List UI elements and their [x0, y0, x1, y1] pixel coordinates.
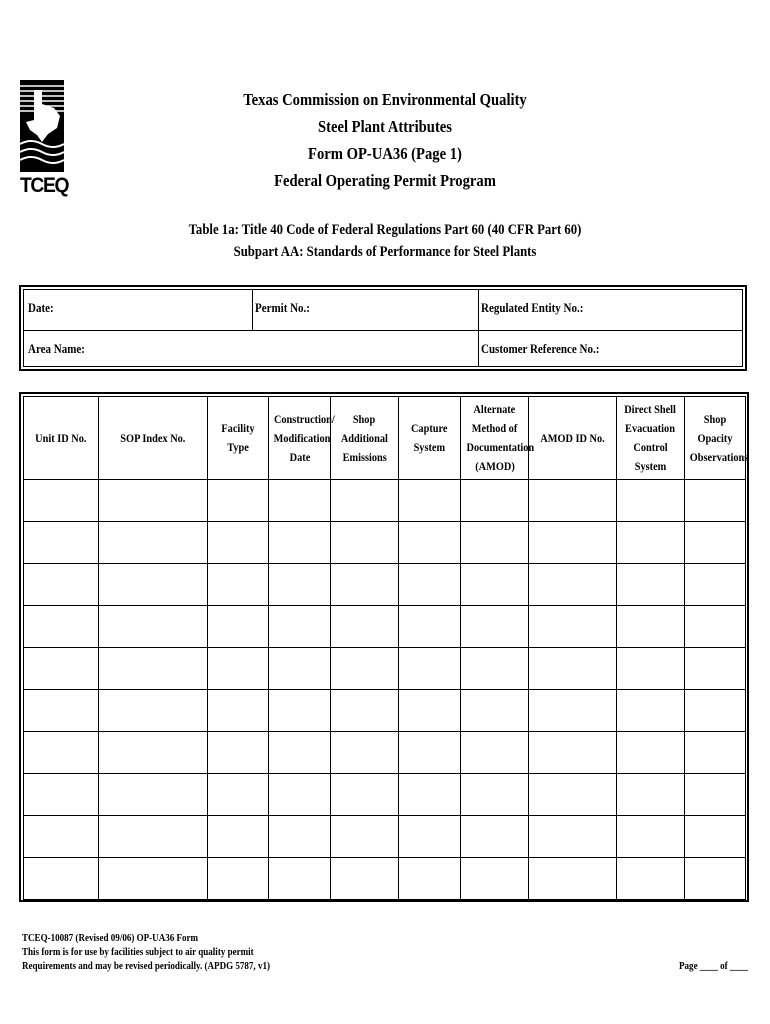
- entry-cell-amod-id[interactable]: [529, 480, 617, 522]
- table-title-line1: Table 1a: Title 40 Code of Federal Regulations Part 60 (40 CFR Part 60): [188, 222, 582, 238]
- entry-cell-shop-opacity[interactable]: [685, 480, 746, 522]
- page-number: Page ____ of ____: [679, 961, 748, 972]
- column-header-sop-index: [99, 397, 208, 480]
- entry-cell-shop-additional-emissions[interactable]: [331, 858, 399, 900]
- entry-cell-sop-index[interactable]: [99, 648, 208, 690]
- column-header-text: Emissions: [342, 449, 387, 464]
- entry-cell-sop-index[interactable]: [99, 564, 208, 606]
- entry-cell-construction-date[interactable]: [269, 732, 331, 774]
- column-header-shop-additional-emissions: [331, 397, 399, 480]
- entry-cell-amod[interactable]: [461, 858, 529, 900]
- entry-cell-facility-type[interactable]: [208, 816, 269, 858]
- table-row: [24, 564, 746, 606]
- program-name: Federal Operating Permit Program: [274, 171, 496, 190]
- entry-cell-facility-type[interactable]: [208, 648, 269, 690]
- entry-cell-shop-additional-emissions[interactable]: [331, 564, 399, 606]
- table-header-row: [24, 397, 746, 480]
- table-title-line2: Subpart AA: Standards of Performance for Steel Plants: [233, 244, 537, 260]
- entry-cell-construction-date[interactable]: [269, 816, 331, 858]
- customer-reference-field[interactable]: Customer Reference No.:: [481, 342, 600, 356]
- unit-attributes-table: [19, 392, 749, 902]
- entry-cell-facility-type[interactable]: [208, 690, 269, 732]
- entry-cell-shop-additional-emissions[interactable]: [331, 606, 399, 648]
- entry-cell-sop-index[interactable]: [99, 606, 208, 648]
- identification-box: [19, 285, 747, 371]
- form-footer: [22, 932, 270, 974]
- entry-cell-direct-shell-evacuation[interactable]: [617, 816, 685, 858]
- entry-cell-unit-id[interactable]: [24, 480, 99, 522]
- column-header-text: Capture: [411, 421, 448, 435]
- entry-cell-shop-opacity[interactable]: [685, 858, 746, 900]
- column-header-text: Method of: [471, 421, 518, 435]
- entry-cell-direct-shell-evacuation[interactable]: [617, 648, 685, 690]
- entry-cell-unit-id[interactable]: [24, 774, 99, 816]
- entry-cell-construction-date[interactable]: [269, 480, 331, 522]
- entry-cell-direct-shell-evacuation[interactable]: [617, 480, 685, 522]
- column-header-amod: [461, 397, 535, 480]
- entry-cell-construction-date[interactable]: [269, 522, 331, 564]
- entry-cell-construction-date[interactable]: [269, 648, 331, 690]
- entry-cell-amod-id[interactable]: [529, 732, 617, 774]
- entry-cell-amod-id[interactable]: [529, 816, 617, 858]
- entry-cell-unit-id[interactable]: [24, 732, 99, 774]
- entry-cell-shop-additional-emissions[interactable]: [331, 648, 399, 690]
- entry-cell-shop-additional-emissions[interactable]: [331, 732, 399, 774]
- entry-cell-amod[interactable]: [461, 648, 529, 690]
- entry-cell-capture-system[interactable]: [399, 732, 461, 774]
- entry-cell-capture-system[interactable]: [399, 606, 461, 648]
- table-row: [24, 858, 746, 900]
- entry-cell-shop-opacity[interactable]: [685, 564, 746, 606]
- entry-cell-shop-opacity[interactable]: [685, 648, 746, 690]
- form-revision: TCEQ-10087 (Revised 09/06) OP-UA36 Form: [22, 933, 199, 944]
- logo-text: TCEQ: [20, 174, 69, 197]
- entry-cell-facility-type[interactable]: [208, 480, 269, 522]
- column-header-amod-id: [529, 397, 617, 480]
- entry-cell-shop-additional-emissions[interactable]: [331, 816, 399, 858]
- entry-cell-amod[interactable]: [461, 606, 529, 648]
- form-subject: Steel Plant Attributes: [317, 117, 452, 136]
- table-row: [24, 732, 746, 774]
- entry-cell-capture-system[interactable]: [399, 564, 461, 606]
- table-row: [24, 648, 746, 690]
- table-row: [24, 522, 746, 564]
- column-header-text: Shop: [353, 411, 376, 426]
- entry-cell-amod[interactable]: [461, 774, 529, 816]
- table-title: [0, 219, 770, 263]
- table-row: [24, 606, 746, 648]
- entry-cell-unit-id[interactable]: [24, 522, 99, 564]
- column-header-text: Construction/: [273, 411, 335, 426]
- table-row: [24, 690, 746, 732]
- entry-cell-unit-id[interactable]: [24, 564, 99, 606]
- entry-cell-amod[interactable]: [461, 732, 529, 774]
- entry-cell-direct-shell-evacuation[interactable]: [617, 690, 685, 732]
- table-row: [24, 774, 746, 816]
- column-header-text: SOP Index No.: [120, 430, 186, 445]
- entry-cell-shop-opacity[interactable]: [685, 690, 746, 732]
- area-name-field[interactable]: Area Name:: [28, 342, 85, 356]
- entry-cell-unit-id[interactable]: [24, 648, 99, 690]
- column-header-text: Observations: [689, 449, 749, 464]
- entry-cell-sop-index[interactable]: [99, 522, 208, 564]
- column-header-text: Additional: [340, 430, 389, 445]
- column-header-text: Control System: [633, 440, 668, 473]
- entry-cell-capture-system[interactable]: [399, 648, 461, 690]
- table-row: [24, 816, 746, 858]
- entry-cell-amod-id[interactable]: [529, 858, 617, 900]
- form-usage-note: This form is for use by facilities subject to air quality permit: [22, 947, 254, 958]
- entry-cell-capture-system[interactable]: [399, 816, 461, 858]
- entry-cell-amod[interactable]: [461, 690, 529, 732]
- entry-cell-amod[interactable]: [461, 564, 529, 606]
- form-number: Form OP-UA36 (Page 1): [308, 144, 462, 163]
- column-header-text: Unit ID No.: [35, 430, 87, 445]
- entry-cell-direct-shell-evacuation[interactable]: [617, 606, 685, 648]
- entry-cell-direct-shell-evacuation[interactable]: [617, 732, 685, 774]
- entry-cell-shop-opacity[interactable]: [685, 606, 746, 648]
- entry-cell-amod-id[interactable]: [529, 690, 617, 732]
- entry-cell-shop-opacity[interactable]: [685, 816, 746, 858]
- column-header-capture-system: [399, 397, 461, 480]
- column-header-text: (AMOD): [474, 459, 515, 473]
- entry-cell-sop-index[interactable]: [99, 816, 208, 858]
- entry-cell-construction-date[interactable]: [269, 564, 331, 606]
- regulated-entity-field[interactable]: Regulated Entity No.:: [481, 301, 584, 315]
- column-header-text: Shop Opacity: [697, 411, 733, 445]
- entry-cell-unit-id[interactable]: [24, 690, 99, 732]
- column-header-unit-id: [24, 397, 99, 480]
- column-header-direct-shell-evacuation: [617, 397, 685, 480]
- entry-cell-sop-index[interactable]: [99, 480, 208, 522]
- column-header-text: System: [413, 440, 446, 454]
- entry-cell-amod[interactable]: [461, 816, 529, 858]
- entry-cell-shop-additional-emissions[interactable]: [331, 690, 399, 732]
- entry-cell-sop-index[interactable]: [99, 732, 208, 774]
- entry-cell-facility-type[interactable]: [208, 774, 269, 816]
- entry-cell-facility-type[interactable]: [208, 606, 269, 648]
- entry-cell-amod-id[interactable]: [529, 564, 617, 606]
- entry-cell-shop-additional-emissions[interactable]: [331, 480, 399, 522]
- entry-cell-facility-type[interactable]: [208, 564, 269, 606]
- column-header-text: Alternate: [473, 402, 516, 416]
- column-header-text: Direct Shell: [624, 402, 677, 416]
- entry-cell-unit-id[interactable]: [24, 606, 99, 648]
- permit-number-field[interactable]: Permit No.:: [255, 301, 310, 315]
- column-header-text: Date: [289, 449, 310, 464]
- entry-cell-shop-additional-emissions[interactable]: [331, 774, 399, 816]
- entry-cell-unit-id[interactable]: [24, 816, 99, 858]
- form-revision-note: Requirements and may be revised periodically. (APDG 5787, v1): [22, 961, 270, 972]
- entry-cell-amod[interactable]: [461, 480, 529, 522]
- date-field[interactable]: Date:: [28, 301, 54, 315]
- entry-cell-capture-system[interactable]: [399, 480, 461, 522]
- entry-cell-direct-shell-evacuation[interactable]: [617, 858, 685, 900]
- column-header-text: Modification: [273, 430, 331, 445]
- entry-cell-shop-opacity[interactable]: [685, 774, 746, 816]
- agency-name: Texas Commission on Environmental Quality: [243, 90, 527, 109]
- column-header-text: Facility Type: [221, 421, 255, 454]
- entry-cell-amod-id[interactable]: [529, 606, 617, 648]
- column-header-text: Documentation: [466, 440, 535, 454]
- entry-cell-capture-system[interactable]: [399, 690, 461, 732]
- entry-cell-capture-system[interactable]: [399, 522, 461, 564]
- entry-cell-amod-id[interactable]: [529, 648, 617, 690]
- entry-cell-facility-type[interactable]: [208, 858, 269, 900]
- entry-cell-amod-id[interactable]: [529, 522, 617, 564]
- entry-cell-sop-index[interactable]: [99, 858, 208, 900]
- entry-cell-construction-date[interactable]: [269, 690, 331, 732]
- entry-cell-sop-index[interactable]: [99, 774, 208, 816]
- column-header-construction-date: [269, 397, 335, 480]
- entry-cell-capture-system[interactable]: [399, 858, 461, 900]
- form-header: [0, 86, 770, 194]
- column-header-shop-opacity: [685, 397, 749, 480]
- entry-cell-facility-type[interactable]: [208, 732, 269, 774]
- entry-cell-shop-additional-emissions[interactable]: [331, 522, 399, 564]
- entry-cell-unit-id[interactable]: [24, 858, 99, 900]
- entry-cell-sop-index[interactable]: [99, 690, 208, 732]
- entry-cell-construction-date[interactable]: [269, 858, 331, 900]
- entry-cell-facility-type[interactable]: [208, 522, 269, 564]
- entry-cell-direct-shell-evacuation[interactable]: [617, 564, 685, 606]
- column-header-facility-type: [208, 397, 269, 480]
- table-row: [24, 480, 746, 522]
- entry-cell-amod[interactable]: [461, 522, 529, 564]
- entry-cell-construction-date[interactable]: [269, 774, 331, 816]
- entry-cell-amod-id[interactable]: [529, 774, 617, 816]
- entry-cell-capture-system[interactable]: [399, 774, 461, 816]
- entry-cell-shop-opacity[interactable]: [685, 522, 746, 564]
- entry-cell-construction-date[interactable]: [269, 606, 331, 648]
- entry-cell-direct-shell-evacuation[interactable]: [617, 522, 685, 564]
- column-header-text: Evacuation: [625, 421, 676, 435]
- entry-cell-direct-shell-evacuation[interactable]: [617, 774, 685, 816]
- column-header-text: AMOD ID No.: [540, 430, 605, 445]
- entry-cell-shop-opacity[interactable]: [685, 732, 746, 774]
